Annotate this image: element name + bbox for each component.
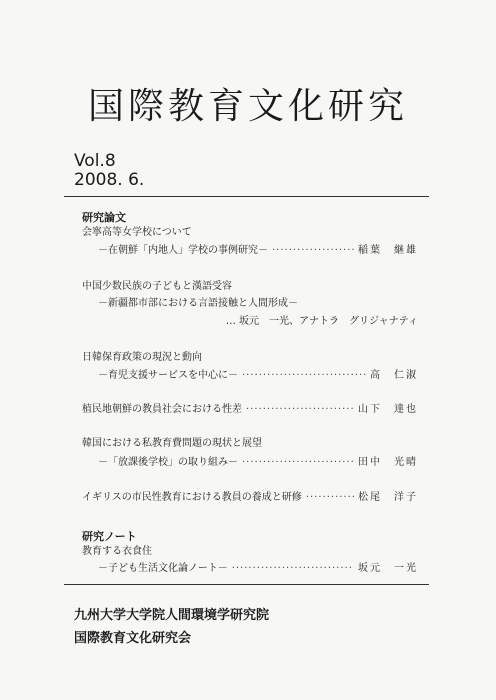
article-title: 植民地朝鮮の教員社会における性差 [82, 404, 242, 415]
leader-dots [232, 563, 354, 575]
article-subtitle: －「放課後学校」の取り組み－ [98, 457, 238, 468]
article-subtitle: －在朝鮮「内地人」学校の事例研究－ [98, 245, 268, 256]
article-subtitle: －子ども生活文化論ノート－ [98, 563, 228, 574]
article-title: 会寧高等女学校について [82, 227, 192, 238]
leader-dots [246, 404, 354, 416]
article-subtitle: －育児支援サービスを中心に－ [98, 370, 238, 381]
article-title: 中国少数民族の子どもと漢語受容 [82, 281, 232, 292]
leader-dots [242, 457, 354, 469]
leader-dots [272, 245, 354, 257]
journal-title: 国際教育文化研究 [87, 86, 408, 127]
article-entry [82, 404, 418, 416]
volume-label: Vol.8 [74, 151, 116, 171]
article-title: 韓国における私教育費問題の現状と展望 [82, 438, 262, 449]
article-author: 田中 光晴 [358, 457, 418, 468]
leader-dots [242, 370, 366, 382]
article-title: イギリスの市民性教育における教員の養成と研修 [82, 492, 302, 503]
article-author: 稲葉 継雄 [358, 245, 418, 256]
article-entry [98, 245, 418, 257]
article-entry [98, 370, 418, 382]
issue-date: 2008. 6. [74, 170, 145, 190]
article-author: … 坂元 一光、アナトラ グリジャナティ [225, 316, 418, 327]
article-title: 日韓保育政策の現況と動向 [82, 352, 202, 363]
article-entry [98, 563, 418, 575]
publisher-institute: 九州大学大学院人間環境学研究院 [74, 608, 270, 623]
leader-dots [306, 492, 354, 504]
article-title: 教育する衣食住 [82, 546, 152, 557]
article-author: 山下 達也 [358, 404, 418, 415]
article-entry [82, 492, 418, 504]
section-heading-research-papers: 研究論文 [82, 211, 126, 224]
article-entry [98, 457, 418, 469]
section-heading-research-notes: 研究ノート [82, 530, 137, 543]
top-divider [64, 196, 429, 197]
article-author: 坂元 一光 [358, 563, 418, 574]
article-author: 高 仁淑 [370, 370, 418, 381]
publisher-society: 国際教育文化研究会 [74, 631, 192, 646]
bottom-divider [64, 584, 429, 585]
article-subtitle: －新疆都市部における言語接触と人間形成－ [98, 298, 298, 309]
article-author: 松尾 洋子 [358, 492, 418, 503]
